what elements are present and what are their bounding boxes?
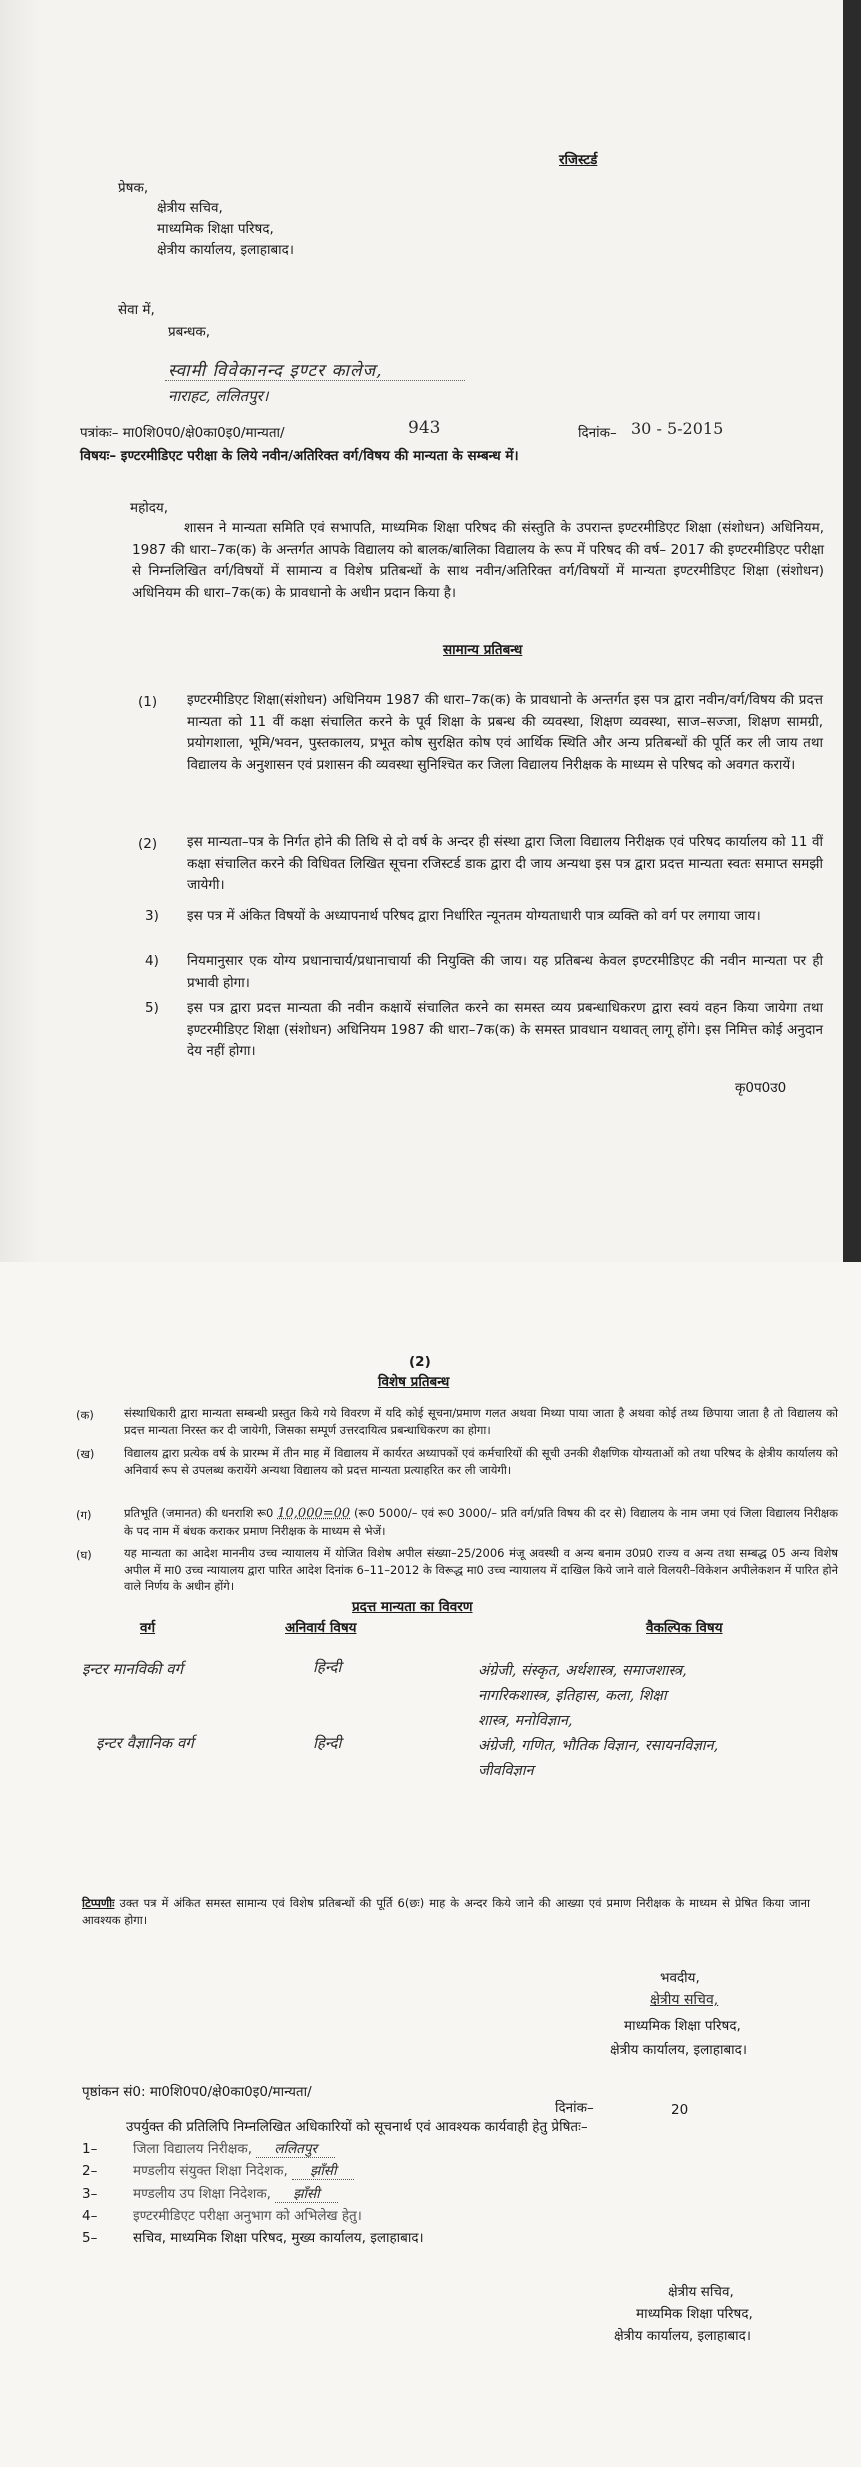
condition-text: नियमानुसार एक योग्य प्रधानाचार्य/प्रधानाचार्या की नियुक्ति की जाय। यह प्रतिबन्ध केवल इण्टरमीडिएट की नवीन मान्यता पर ही प्रभावी होगा। xyxy=(187,953,823,991)
table-header: अनिवार्य विषय xyxy=(285,1620,357,1636)
signatory2-line: क्षेत्रीय सचिव, xyxy=(668,2284,734,2300)
recipient-title: मण्डलीय उप शिक्षा निदेशक, xyxy=(133,2186,271,2202)
table-cell-optional: अंग्रेजी, गणित, भौतिक विज्ञान, रसायनविज्ञान, xyxy=(478,1738,719,1754)
special-condition-number: (ख) xyxy=(76,1447,95,1461)
special-condition-number: (क) xyxy=(76,1408,94,1422)
table-cell-optional: जीवविज्ञान xyxy=(478,1763,534,1779)
manager-label: प्रबन्धक, xyxy=(168,324,211,340)
fill-line xyxy=(165,380,465,381)
condition-text: इण्टरमीडिएट शिक्षा(संशोधन) अधिनियम 1987 की धारा–7क(क) के प्रावधानो के अन्तर्गत इस पत्र द्वारा नवीन/वर्ग/विषय की प्रदत्त मान्यता को 11 वीं कक्षा संचालित करने के पूर्व शिक्षा के प्रबन्ध की व्यवस्था, शिक्षण व्यवस्था, साज–सज्जा, शिक्षण सामग्री, प्रयोगशाला, भूमि/भवन, पुस्तकालय, प्रभूत कोष सुरक्षित कोष एवं आर्थिक स्थिति और अन्य प्रतिबन्धों की पूर्ति कर ली जाय तथा विद्यालय के अनुशासन एवं प्रशासन की व्यवस्था सुनिश्चित कर जिला विद्यालय निरीक्षक के माध्यम से परिषद को अवगत करायें। xyxy=(187,692,823,773)
intro-paragraph: शासन ने मान्यता समिति एवं सभापति, माध्यमिक शिक्षा परिषद की संस्तुति के उपरान्त इण्टरमीडिएट शिक्षा (संशोधन) अधिनियम, 1987 की धारा–7क(क) के अन्तर्गत आपके विद्यालय को बालक/बालिका विद्यालय के रूप में परिषद की वर्ष– 2017 की इण्टरमीडिएट परीक्षा से निम्नलिखित वर्ग/विषयों में सामान्य व विशेष प्रतिबन्धों के साथ नवीन/अतिरिक्त वर्ग/विषयों में मान्यता इण्टरमीडिएट शिक्षा (संशोधन) अधिनियम की धारा–7क(क) के प्रावधानो के अधीन प्रदान किया है। xyxy=(132,520,824,601)
sender-line: माध्यमिक शिक्षा परिषद, xyxy=(157,221,274,237)
recipient-text xyxy=(133,2161,354,2181)
special-condition-text: विद्यालय द्वारा प्रत्येक वर्ष के प्रारम्भ में तीन माह में विद्यालय में कार्यरत अध्यापकों एवं कर्मचारियों की सूची उनकी शैक्षणिक योग्यताओं को तथा परिषद के क्षेत्रीय कार्यालय को अनिवार्य रूप से उपलब्ध करायेंगे अन्यथा विद्यालय को प्रदत्त मान्यता प्रत्याहरित कर ली जायेगी। xyxy=(124,1446,838,1477)
table-header: वैकल्पिक विषय xyxy=(646,1620,723,1636)
scan-shadow xyxy=(0,0,40,1262)
endorsement-date-label: दिनांक– xyxy=(555,2100,594,2116)
recipient-text xyxy=(133,2139,335,2159)
page-number: (2) xyxy=(409,1354,431,1370)
general-conditions-heading: सामान्य प्रतिबन्ध xyxy=(443,642,523,658)
special-condition-text: यह मान्यता का आदेश माननीय उच्च न्यायालय में योजित विशेष अपील संख्या–25/2006 मंजू अवस्थी व अन्य बनाम उ0प्र0 राज्य व अन्य तथा सम्बद्ध 05 अन्य विशेष अपील में मा0 उच्च न्यायालय द्वारा पारित आदेश दिनांक 6–11–2012 के विरूद्ध मा0 उच्च न्यायालय में दाखिल किये जाने वाले विलयरी–विकेशन अपीलेकशन में पारित होने वाले निर्णय के अधीन होंगे। xyxy=(124,1546,838,1593)
condition-number: (2) xyxy=(138,836,158,852)
recipient-number: 1– xyxy=(82,2141,98,2157)
recipient-text: सचिव, माध्यमिक शिक्षा परिषद, मुख्य कार्यालय, इलाहाबाद। xyxy=(133,2230,424,2246)
subject-line: विषयः– इण्टरमीडिएट परीक्षा के लिये नवीन/अतिरिक्त वर्ग/विषय की मान्यता के सम्बन्ध में। xyxy=(80,448,519,464)
deposit-text: प्रतिभूति (जमानत) की धनराशि रू0 xyxy=(124,1506,274,1520)
condition-text: इस पत्र में अंकित विषयों के अध्यापनार्थ परिषद द्वारा निर्धारित न्यूनतम योग्यताधारी पात्र व्यक्ति को वर्ग पर लगाया जाय। xyxy=(187,908,761,924)
special-conditions-heading: विशेष प्रतिबन्ध xyxy=(378,1374,450,1390)
recipient-number: 3– xyxy=(82,2186,98,2202)
recipient-fill: झाँसी xyxy=(292,2163,354,2180)
table-cell-category: इन्टर मानविकी वर्ग xyxy=(82,1660,183,1678)
special-condition-number: (घ) xyxy=(76,1548,92,1562)
continued-mark: कृ0प0उ0 xyxy=(735,1080,787,1096)
table-cell-optional: शास्त्र, मनोविज्ञान, xyxy=(478,1713,573,1729)
recipient-text: इण्टरमीडिएट परीक्षा अनुभाग को अभिलेख हेतु। xyxy=(133,2208,362,2224)
table-header: वर्ग xyxy=(140,1620,156,1636)
reference-handwritten-number: 943 xyxy=(408,418,441,438)
note-text: उक्त पत्र में अंकित समस्त सामान्य एवं विशेष प्रतिबन्धों की पूर्ति 6(छः) माह के अन्दर किये जाने की आख्या एवं प्रमाण निरीक्षक के माध्यम से प्रेषित किया जाना आवश्यक होगा। xyxy=(82,1896,811,1927)
condition-text: इस मान्यता–पत्र के निर्गत होने की तिथि से दो वर्ष के अन्दर ही संस्था द्वारा जिला विद्यालय निरीक्षक एवं परिषद कार्यालय को 11 वीं कक्षा संचालित करने की विधिवत लिखित सूचना रजिस्टर्ड डाक द्वारा दी जाय अन्यथा इस पत्र द्वारा प्रदत्त मान्यता स्वतः समाप्त समझी जायेगी। xyxy=(187,834,823,893)
special-condition-text: संस्थाधिकारी द्वारा मान्यता सम्बन्धी प्रस्तुत किये गये विवरण में यदि कोई सूचना/प्रमाण गलत अथवा मिथ्या पाया जाता है अथवा कोई तथ्य छिपाया जाता है तो विद्यालय को प्रदत्त मान्यता निरस्त कर दी जायेगी, जिसका सम्पूर्ण उत्तरदायित्व प्रबन्धाधिकरण का होगा। xyxy=(124,1406,838,1437)
school-place: नाराहट, ललितपुर। xyxy=(168,387,269,405)
signatory-line: माध्यमिक शिक्षा परिषद, xyxy=(624,2018,741,2034)
condition-number: 4) xyxy=(145,953,159,969)
recipient-number: 2– xyxy=(82,2163,98,2179)
endorsement-reference: पृष्ठांकन सं0: मा0शि0प0/क्षे0का0इ0/मान्यता/ xyxy=(82,2084,312,2100)
condition-number: 5) xyxy=(145,1000,159,1016)
sender-label: प्रेषक, xyxy=(118,180,149,196)
endorsement-intro: उपर्युक्त की प्रतिलिपि निम्नलिखित अधिकारियों को सूचनार्थ एवं आवश्यक कार्यवाही हेतु प्रेषितः– xyxy=(126,2119,588,2135)
recipient-fill: झाँसी xyxy=(275,2186,337,2203)
letter-page-2 xyxy=(0,1262,861,2467)
deposit-amount: 10,000=00 xyxy=(277,1506,351,1521)
table-cell-compulsory: हिन्दी xyxy=(313,1658,342,1676)
recipient-label: सेवा में, xyxy=(118,302,155,318)
special-condition-number: (ग) xyxy=(76,1508,92,1522)
signatory-line: क्षेत्रीय सचिव, xyxy=(650,1992,719,2008)
note-label: टिप्पणीः xyxy=(82,1896,115,1910)
endorsement-year: 20 xyxy=(671,2102,689,2118)
date-label: दिनांक– xyxy=(578,425,617,441)
salutation: महोदय, xyxy=(130,500,169,516)
registered-mark: रजिस्टर्ड xyxy=(559,152,598,168)
handwritten-date: 30 - 5-2015 xyxy=(631,419,724,438)
recognition-table-heading: प्रदत्त मान्यता का विवरण xyxy=(352,1599,473,1615)
condition-number: 3) xyxy=(145,908,159,924)
recipient-text xyxy=(133,2184,338,2204)
special-condition-text xyxy=(124,1505,838,1539)
reference-number xyxy=(80,423,285,443)
table-cell-compulsory: हिन्दी xyxy=(313,1734,342,1752)
recipient-title: जिला विद्यालय निरीक्षक, xyxy=(133,2141,253,2157)
table-cell-optional: अंग्रेजी, संस्कृत, अर्थशास्त्र, समाजशास्त्र, xyxy=(478,1663,687,1679)
closing: भवदीय, xyxy=(660,1970,700,1986)
sender-line: क्षेत्रीय सचिव, xyxy=(157,200,223,216)
condition-text: इस पत्र द्वारा प्रदत्त मान्यता की नवीन कक्षायें संचालित करने का समस्त व्यय प्रबन्धाधिकरण द्वारा स्वयं वहन किया जायेगा तथा इण्टरमीडिएट शिक्षा (संशोधन) अधिनियम 1987 की धारा–7क(क) के समस्त प्रावधान यथावत् लागू होंगे। इस निमित्त कोई अनुदान देय नहीं होगा। xyxy=(187,1000,823,1059)
sender-line: क्षेत्रीय कार्यालय, इलाहाबाद। xyxy=(157,242,294,258)
school-name: स्वामी विवेकानन्द इण्टर कालेज, xyxy=(168,361,383,381)
recipient-fill: ललितपुर xyxy=(256,2141,335,2158)
deposit-text: (रू0 5000/– एवं रू0 3000/– प्रति वर्ग/प्रति विषय की दर से) विद्यालय के नाम जमा एवं जिला विद्यालय निरीक्षक के पद नाम में बंधक कराकर प्रमाण निरीक्षक के माध्यम से भेजें। xyxy=(124,1506,839,1538)
condition-number: (1) xyxy=(138,694,158,710)
reference-prefix: पत्रांकः– मा0शि0प0/क्षे0का0इ0/मान्यता/ xyxy=(80,425,285,441)
note-paragraph xyxy=(82,1895,810,1928)
recipient-number: 5– xyxy=(82,2230,98,2246)
table-cell-optional: नागरिकशास्त्र, इतिहास, कला, शिक्षा xyxy=(478,1688,667,1704)
recipient-number: 4– xyxy=(82,2208,98,2224)
signatory2-line: क्षेत्रीय कार्यालय, इलाहाबाद। xyxy=(614,2328,751,2344)
recipient-title: मण्डलीय संयुक्त शिक्षा निदेशक, xyxy=(133,2163,288,2179)
table-cell-category: इन्टर वैज्ञानिक वर्ग xyxy=(96,1734,194,1752)
signatory-line: क्षेत्रीय कार्यालय, इलाहाबाद। xyxy=(610,2042,747,2058)
signatory2-line: माध्यमिक शिक्षा परिषद, xyxy=(636,2306,753,2322)
